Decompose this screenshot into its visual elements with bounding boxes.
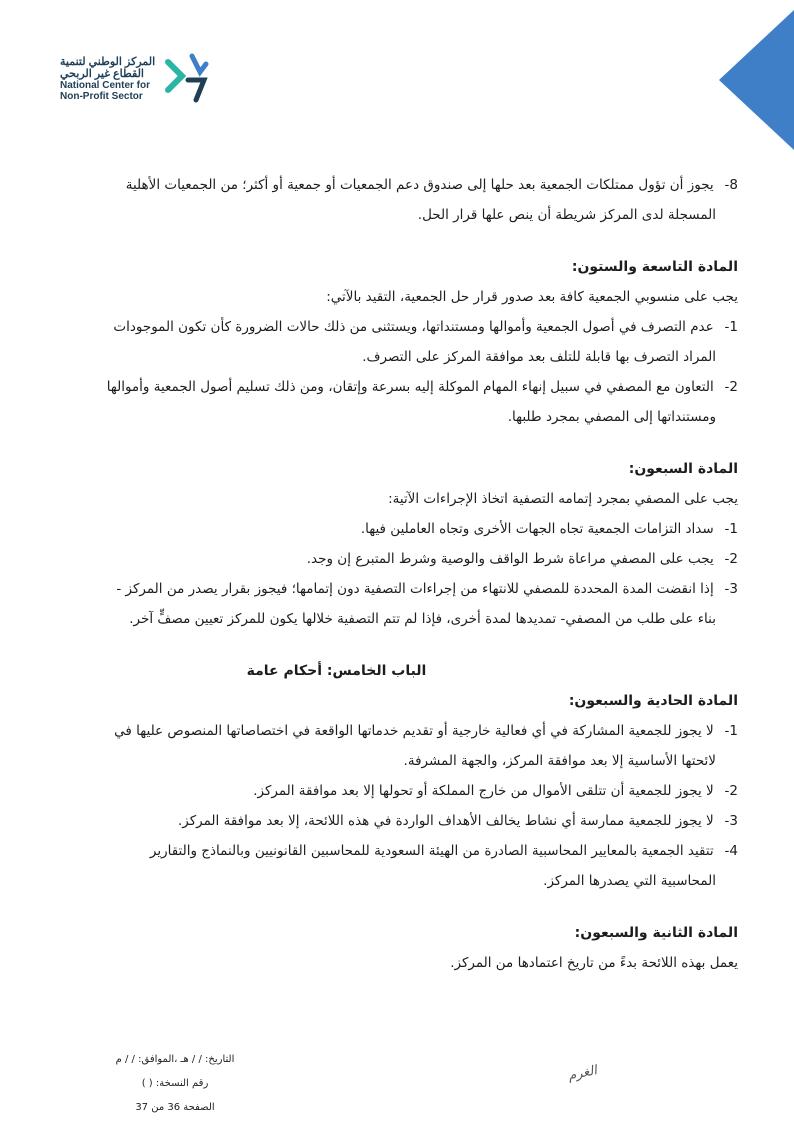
list-item-continuation: المراد التصرف بها قابلة للتلف بعد موافقة المركز على التصرف. [362,349,716,365]
logo-ar-line1: المركز الوطني لتنمية [60,56,156,68]
list-item-continuation: لائحتها الأساسية إلا بعد موافقة المركز، والجهة المشرفة. [403,753,716,769]
article-72-title: المادة الثانية والسبعون: [574,925,738,941]
list-item-continuation: ومستنداتها إلى المصفي بمجرد طلبها. [507,409,716,425]
list-item: 1- عدم التصرف في أصول الجمعية وأموالها ومستنداتها، ويستثنى من ذلك حالات الضرورة كأن تكون الموجودات [113,319,738,335]
article-70-title: المادة السبعون: [628,461,738,477]
article-72-text: يعمل بهذه اللائحة بدءً من تاريخ اعتمادها من المركز. [450,955,738,971]
list-item: 3- لا يجوز للجمعية ممارسة أي نشاط يخالف الأهداف الواردة في هذه اللائحة، إلا بعد موافقة المركز. [178,813,738,829]
list-item-continuation: المسجلة لدى المركز شريطة أن ينص علها قرار الحل. [417,207,716,223]
list-item: 2- يجب على المصفي مراعاة شرط الواقف والوصية وشرط المتبرع إن وجد. [306,551,738,567]
list-item-continuation: المحاسبية التي يصدرها المركز. [543,873,716,889]
article-69-intro: يجب على منسوبي الجمعية كافة بعد صدور قرار حل الجمعية، التقيد بالآتي: [326,289,738,305]
list-item: 4- تتقيد الجمعية بالمعايير المحاسبية الصادرة من الهيئة السعودية للمحاسبين القانونيين وبالنماذج والتقارير [149,843,738,859]
logo-text [60,56,160,102]
organization-logo [60,50,210,120]
footer-page-number: الصفحة 36 من 37 [135,1102,215,1113]
list-item: 2- لا يجوز للجمعية أن تتلقى الأموال من خارج المملكة أو تحولها إلا بعد موافقة المركز. [253,783,738,799]
document-body [55,170,738,978]
footer-copy-number: رقم النسخة: ( ) [141,1078,209,1089]
corner-decoration [684,0,794,160]
footer-date: التاريخ: / / هـ ،الموافق: / / م [115,1054,235,1065]
list-item: 8- يجوز أن تؤول ممتلكات الجمعية بعد حلها إلى صندوق دعم الجمعيات أو جمعية أو أكثر؛ من الجمعيات الأهلية [125,177,738,193]
list-item: 3- إذا انقضت المدة المحددة للمصفي للانتهاء من إجراءات التصفية دون إتمامها؛ فيجوز بقرار يصدر من المركز - [116,581,738,597]
article-71-title: المادة الحادية والسبعون: [568,693,738,709]
logo-en-line2: Non-Profit Sector [60,91,143,102]
logo-mark-icon [160,50,210,110]
list-item-continuation: بناء على طلب من المصفي- تمديدها لمدة أخرى، فإذا لم تتم التصفية خلالها يكون للمركز تعيين مصفٍّ آخر. [129,611,716,627]
list-item: 1- لا يجوز للجمعية المشاركة في أي فعالية خارجية أو تقديم خدماتها الواقعة في اختصاصاتها المنصوص عليها في [114,723,738,739]
list-item: 1- سداد التزامات الجمعية تجاه الجهات الأخرى وتجاه العاملين فيها. [360,521,738,537]
article-70-intro: يجب على المصفي بمجرد إتمامه التصفية اتخاذ الإجراءات الآتية: [388,491,738,507]
list-item: 2- التعاون مع المصفي في سبيل إنهاء المهام الموكلة إليه بسرعة وإتقان، ومن ذلك تسليم أصول الجمعية وأموالها [106,379,738,395]
page-footer [60,1048,290,1120]
article-69-title: المادة التاسعة والستون: [571,259,738,275]
chapter-5-title: الباب الخامس: أحكام عامة [246,663,427,679]
logo-en-line1: National Center for [60,80,151,91]
signature: الغرم [566,1063,599,1084]
logo-ar-line2: القطاع غير الربحي [60,68,144,80]
